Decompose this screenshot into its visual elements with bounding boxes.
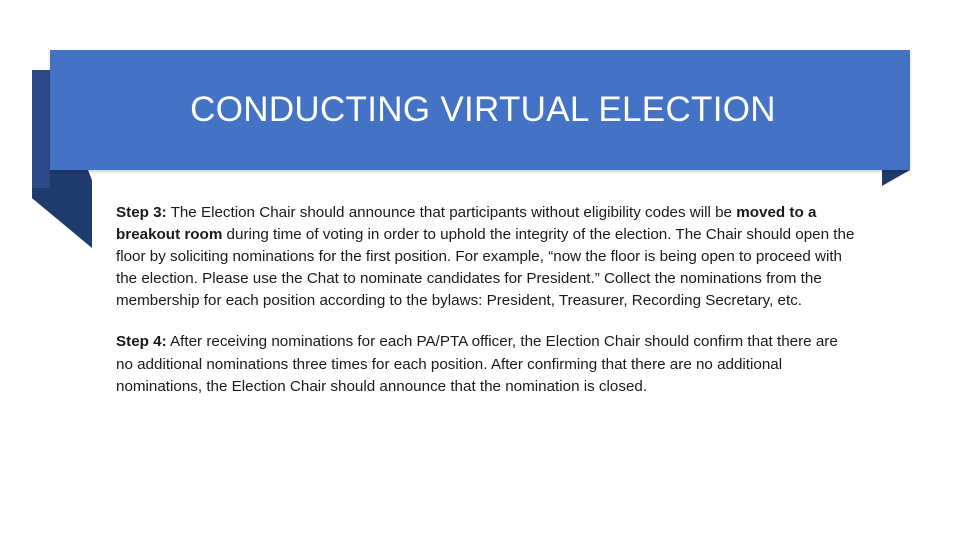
- step-3-paragraph: [116, 202, 858, 312]
- step-4-paragraph: [116, 331, 858, 397]
- step-3-text-before: The Election Chair should announce that participants without eligibility codes will be: [166, 204, 737, 221]
- slide-body: [116, 202, 858, 417]
- step-3-label: Step 3:: [116, 204, 167, 221]
- slide-title: CONDUCTING VIRTUAL ELECTION: [190, 90, 776, 129]
- step-4-text: After receiving nominations for each PA/PTA officer, the Election Chair should confirm that there are no additional nominations three times for each position. After confirming that there are no additional nominations, the Election Chair should announce that the nomination is closed.: [116, 333, 838, 395]
- banner-fold-left-shade: [32, 70, 50, 188]
- title-banner: [50, 50, 910, 170]
- step-3-emphasis: moved to a breakout room: [116, 204, 817, 244]
- banner-fold-right: [882, 170, 910, 186]
- step-3-text-after: during time of voting in order to uphold the integrity of the election. The Chair should open the floor by soliciting nominations for the first position. For example, “now the floor is being open to proceed with the election. Please use the Chat to nominate candidates for President.” Collect the nominations from the membership for each position according to the bylaws: President, Treasurer, Recording Secretary, etc.: [116, 226, 855, 310]
- step-4-label: Step 4:: [116, 333, 167, 351]
